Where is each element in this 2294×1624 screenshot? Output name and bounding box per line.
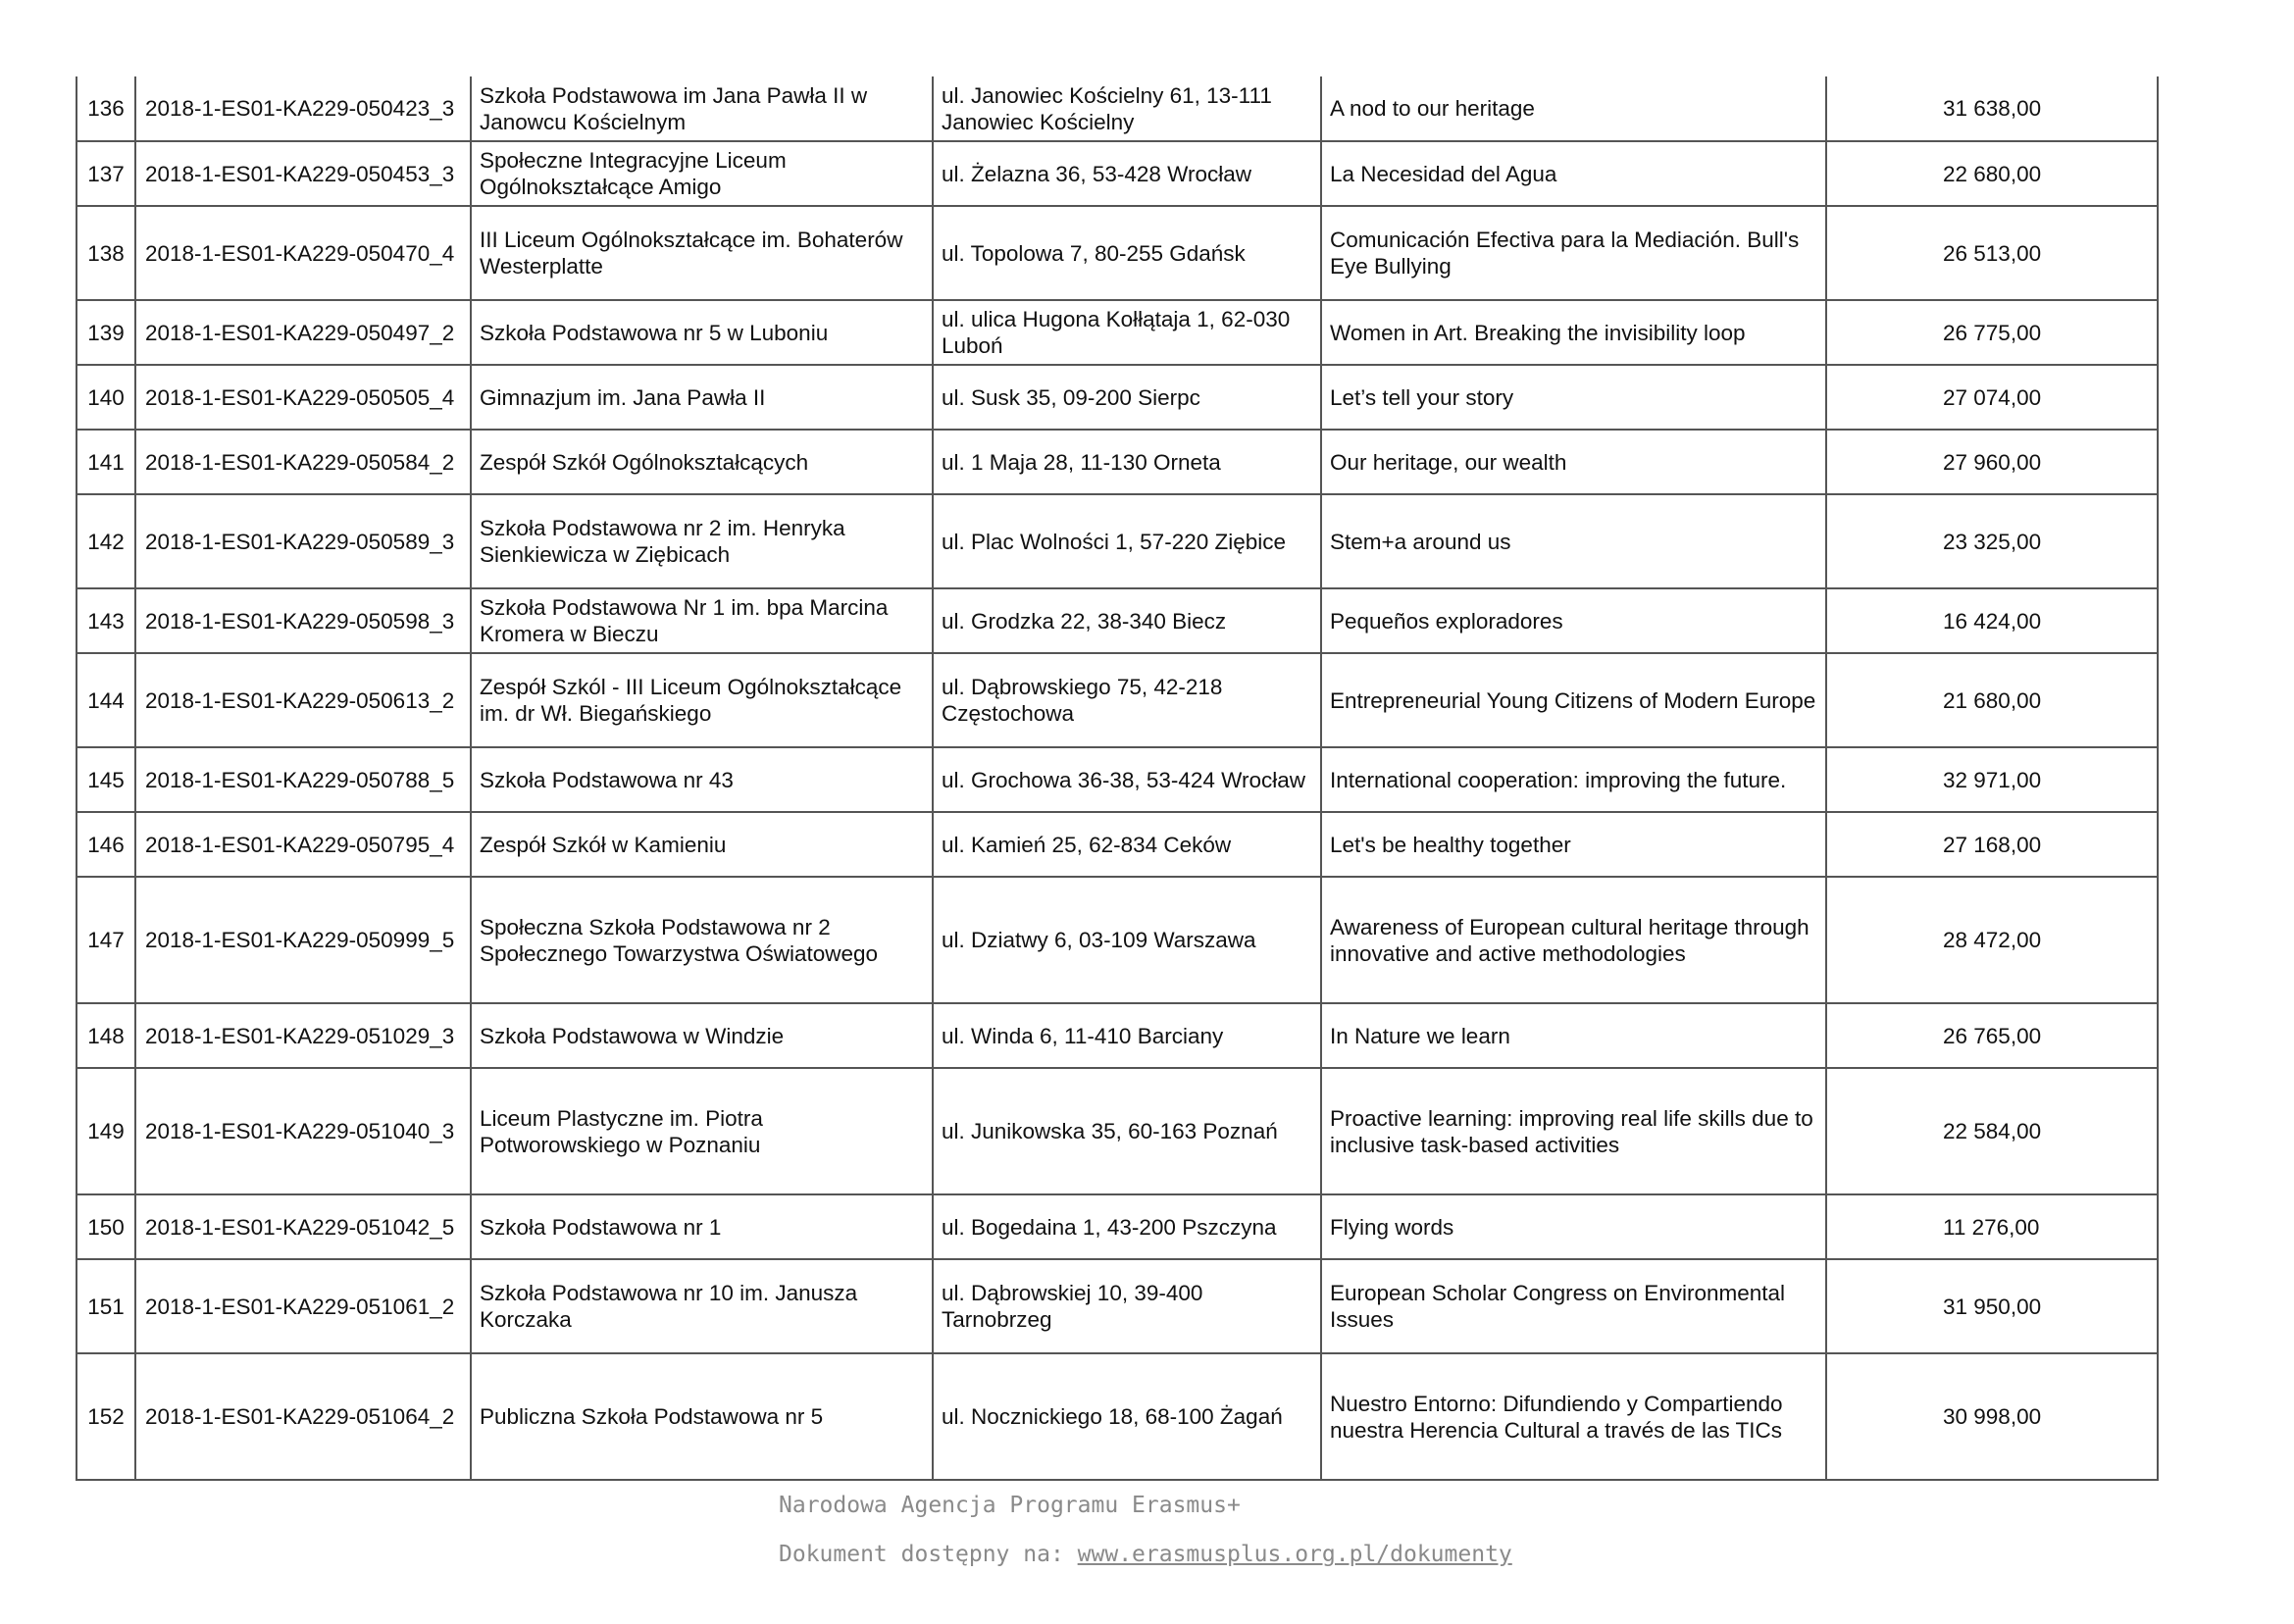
table-row xyxy=(76,1003,2158,1068)
table-row xyxy=(76,141,2158,206)
institution-address-cell: ul. ulica Hugona Kołłątaja 1, 62-030 Luboń xyxy=(933,300,1321,365)
grant-amount-cell: 32 971,00 xyxy=(1826,747,2158,812)
grant-amount-cell: 28 472,00 xyxy=(1826,877,2158,1003)
table-row xyxy=(76,76,2158,141)
institution-name-cell: Szkoła Podstawowa Nr 1 im. bpa Marcina Kromera w Bieczu xyxy=(471,588,933,653)
institution-name-cell: Szkoła Podstawowa w Windzie xyxy=(471,1003,933,1068)
row-number-cell: 149 xyxy=(76,1068,135,1194)
institution-address-cell: ul. Dziatwy 6, 03-109 Warszawa xyxy=(933,877,1321,1003)
row-number-cell: 152 xyxy=(76,1353,135,1480)
institution-address-cell: ul. Topolowa 7, 80-255 Gdańsk xyxy=(933,206,1321,300)
row-number-cell: 143 xyxy=(76,588,135,653)
footer-documents-link[interactable]: www.erasmusplus.org.pl/dokumenty xyxy=(1077,1542,1512,1567)
grant-amount-cell: 27 074,00 xyxy=(1826,365,2158,430)
project-title-cell: Let's be healthy together xyxy=(1321,812,1826,877)
grant-amount-cell: 30 998,00 xyxy=(1826,1353,2158,1480)
row-number-cell: 141 xyxy=(76,430,135,494)
institution-address-cell: ul. Janowiec Kościelny 61, 13-111 Janowiec Kościelny xyxy=(933,76,1321,141)
project-number-cell: 2018-1-ES01-KA229-050795_4 xyxy=(135,812,471,877)
institution-address-cell: ul. Dąbrowskiego 75, 42-218 Częstochowa xyxy=(933,653,1321,747)
row-number-cell: 147 xyxy=(76,877,135,1003)
row-number-cell: 138 xyxy=(76,206,135,300)
project-number-cell: 2018-1-ES01-KA229-050589_3 xyxy=(135,494,471,588)
project-number-cell: 2018-1-ES01-KA229-050584_2 xyxy=(135,430,471,494)
institution-name-cell: III Liceum Ogólnokształcące im. Bohaterów Westerplatte xyxy=(471,206,933,300)
project-number-cell: 2018-1-ES01-KA229-050453_3 xyxy=(135,141,471,206)
project-number-cell: 2018-1-ES01-KA229-051040_3 xyxy=(135,1068,471,1194)
grant-amount-cell: 26 765,00 xyxy=(1826,1003,2158,1068)
institution-address-cell: ul. Żelazna 36, 53-428 Wrocław xyxy=(933,141,1321,206)
footer-agency: Narodowa Agencja Programu Erasmus+ xyxy=(779,1493,1241,1518)
grant-amount-cell: 26 775,00 xyxy=(1826,300,2158,365)
row-number-cell: 150 xyxy=(76,1194,135,1259)
table-row xyxy=(76,653,2158,747)
row-number-cell: 139 xyxy=(76,300,135,365)
project-number-cell: 2018-1-ES01-KA229-051061_2 xyxy=(135,1259,471,1353)
project-title-cell: Pequeños exploradores xyxy=(1321,588,1826,653)
project-title-cell: Let’s tell your story xyxy=(1321,365,1826,430)
project-number-cell: 2018-1-ES01-KA229-050470_4 xyxy=(135,206,471,300)
institution-name-cell: Społeczna Szkoła Podstawowa nr 2 Społecznego Towarzystwa Oświatowego xyxy=(471,877,933,1003)
grant-amount-cell: 23 325,00 xyxy=(1826,494,2158,588)
project-number-cell: 2018-1-ES01-KA229-050788_5 xyxy=(135,747,471,812)
institution-address-cell: ul. Dąbrowskiej 10, 39-400 Tarnobrzeg xyxy=(933,1259,1321,1353)
grant-amount-cell: 22 584,00 xyxy=(1826,1068,2158,1194)
institution-address-cell: ul. Kamień 25, 62-834 Ceków xyxy=(933,812,1321,877)
institution-address-cell: ul. Bogedaina 1, 43-200 Pszczyna xyxy=(933,1194,1321,1259)
project-number-cell: 2018-1-ES01-KA229-051064_2 xyxy=(135,1353,471,1480)
grant-amount-cell: 27 168,00 xyxy=(1826,812,2158,877)
institution-name-cell: Szkoła Podstawowa im Jana Pawła II w Janowcu Kościelnym xyxy=(471,76,933,141)
grant-amount-cell: 26 513,00 xyxy=(1826,206,2158,300)
project-number-cell: 2018-1-ES01-KA229-050497_2 xyxy=(135,300,471,365)
footer-available-label: Dokument dostępny na: xyxy=(779,1542,1064,1567)
project-number-cell: 2018-1-ES01-KA229-050598_3 xyxy=(135,588,471,653)
project-title-cell: International cooperation: improving the future. xyxy=(1321,747,1826,812)
grant-amount-cell: 31 950,00 xyxy=(1826,1259,2158,1353)
table-row xyxy=(76,812,2158,877)
institution-name-cell: Szkoła Podstawowa nr 10 im. Janusza Korczaka xyxy=(471,1259,933,1353)
institution-address-cell: ul. Junikowska 35, 60-163 Poznań xyxy=(933,1068,1321,1194)
table-row xyxy=(76,300,2158,365)
row-number-cell: 142 xyxy=(76,494,135,588)
institution-address-cell: ul. Susk 35, 09-200 Sierpc xyxy=(933,365,1321,430)
project-number-cell: 2018-1-ES01-KA229-051029_3 xyxy=(135,1003,471,1068)
project-title-cell: Our heritage, our wealth xyxy=(1321,430,1826,494)
project-title-cell: Stem+a around us xyxy=(1321,494,1826,588)
table-row xyxy=(76,494,2158,588)
institution-name-cell: Zespół Szkół Ogólnokształcących xyxy=(471,430,933,494)
institution-name-cell: Publiczna Szkoła Podstawowa nr 5 xyxy=(471,1353,933,1480)
row-number-cell: 148 xyxy=(76,1003,135,1068)
project-number-cell: 2018-1-ES01-KA229-050999_5 xyxy=(135,877,471,1003)
footer-availability xyxy=(779,1542,1512,1567)
institution-name-cell: Szkoła Podstawowa nr 43 xyxy=(471,747,933,812)
project-title-cell: Flying words xyxy=(1321,1194,1826,1259)
institution-name-cell: Szkoła Podstawowa nr 1 xyxy=(471,1194,933,1259)
institution-name-cell: Szkoła Podstawowa nr 5 w Luboniu xyxy=(471,300,933,365)
project-title-cell: European Scholar Congress on Environmental Issues xyxy=(1321,1259,1826,1353)
institution-name-cell: Gimnazjum im. Jana Pawła II xyxy=(471,365,933,430)
row-number-cell: 136 xyxy=(76,76,135,141)
institution-name-cell: Liceum Plastyczne im. Piotra Potworowskiego w Poznaniu xyxy=(471,1068,933,1194)
institution-address-cell: ul. Winda 6, 11-410 Barciany xyxy=(933,1003,1321,1068)
project-title-cell: Nuestro Entorno: Difundiendo y Compartiendo nuestra Herencia Cultural a través de las TICs xyxy=(1321,1353,1826,1480)
table-row xyxy=(76,206,2158,300)
row-number-cell: 144 xyxy=(76,653,135,747)
table-row xyxy=(76,747,2158,812)
row-number-cell: 137 xyxy=(76,141,135,206)
project-title-cell: A nod to our heritage xyxy=(1321,76,1826,141)
row-number-cell: 146 xyxy=(76,812,135,877)
project-title-cell: In Nature we learn xyxy=(1321,1003,1826,1068)
project-title-cell: La Necesidad del Agua xyxy=(1321,141,1826,206)
row-number-cell: 151 xyxy=(76,1259,135,1353)
table-row xyxy=(76,877,2158,1003)
project-title-cell: Proactive learning: improving real life skills due to inclusive task-based activities xyxy=(1321,1068,1826,1194)
row-number-cell: 140 xyxy=(76,365,135,430)
table-row xyxy=(76,1353,2158,1480)
institution-name-cell: Społeczne Integracyjne Liceum Ogólnokształcące Amigo xyxy=(471,141,933,206)
institution-name-cell: Szkoła Podstawowa nr 2 im. Henryka Sienkiewicza w Ziębicach xyxy=(471,494,933,588)
row-number-cell: 145 xyxy=(76,747,135,812)
institution-address-cell: ul. 1 Maja 28, 11-130 Orneta xyxy=(933,430,1321,494)
grant-amount-cell: 21 680,00 xyxy=(1826,653,2158,747)
project-title-cell: Awareness of European cultural heritage through innovative and active methodologies xyxy=(1321,877,1826,1003)
project-number-cell: 2018-1-ES01-KA229-050423_3 xyxy=(135,76,471,141)
project-number-cell: 2018-1-ES01-KA229-050505_4 xyxy=(135,365,471,430)
table-row xyxy=(76,365,2158,430)
institution-address-cell: ul. Grochowa 36-38, 53-424 Wrocław xyxy=(933,747,1321,812)
table-row xyxy=(76,588,2158,653)
institution-address-cell: ul. Plac Wolności 1, 57-220 Ziębice xyxy=(933,494,1321,588)
grant-amount-cell: 27 960,00 xyxy=(1826,430,2158,494)
table-row xyxy=(76,1068,2158,1194)
grant-amount-cell: 16 424,00 xyxy=(1826,588,2158,653)
grant-amount-cell: 31 638,00 xyxy=(1826,76,2158,141)
grant-amount-cell: 22 680,00 xyxy=(1826,141,2158,206)
grants-table xyxy=(76,76,2159,1481)
institution-name-cell: Zespół Szkół w Kamieniu xyxy=(471,812,933,877)
table-row xyxy=(76,1194,2158,1259)
project-number-cell: 2018-1-ES01-KA229-050613_2 xyxy=(135,653,471,747)
project-title-cell: Comunicación Efectiva para la Mediación. Bull's Eye Bullying xyxy=(1321,206,1826,300)
table-row xyxy=(76,430,2158,494)
institution-address-cell: ul. Grodzka 22, 38-340 Biecz xyxy=(933,588,1321,653)
grant-amount-cell: 11 276,00 xyxy=(1826,1194,2158,1259)
project-number-cell: 2018-1-ES01-KA229-051042_5 xyxy=(135,1194,471,1259)
project-title-cell: Entrepreneurial Young Citizens of Modern Europe xyxy=(1321,653,1826,747)
project-title-cell: Women in Art. Breaking the invisibility loop xyxy=(1321,300,1826,365)
institution-name-cell: Zespół Szkól - III Liceum Ogólnokształcące im. dr Wł. Biegańskiego xyxy=(471,653,933,747)
institution-address-cell: ul. Nocznickiego 18, 68-100 Żagań xyxy=(933,1353,1321,1480)
table-row xyxy=(76,1259,2158,1353)
grants-table-body xyxy=(76,76,2158,1480)
